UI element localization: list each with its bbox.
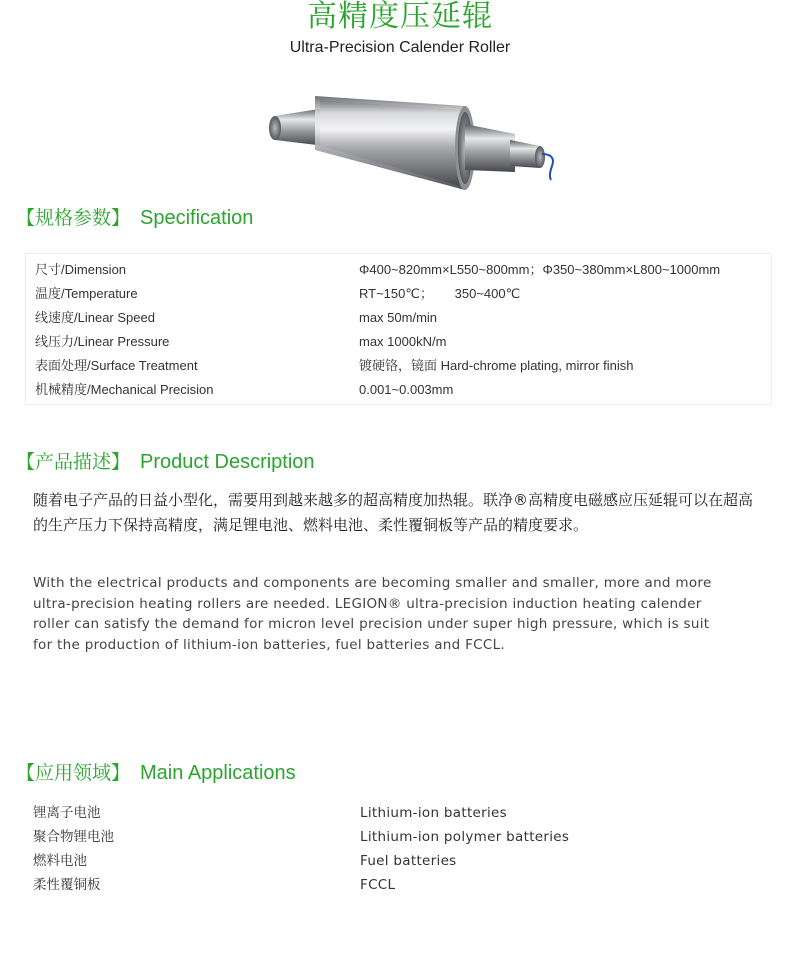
- application-cn: 锂离子电池: [33, 805, 101, 821]
- spec-row-dimension: [35, 258, 765, 282]
- spec-key: 线速度/Linear Speed: [35, 310, 155, 325]
- applications-heading-cn: 【应用领域】: [16, 762, 131, 784]
- specification-heading-cn: 【规格参数】: [16, 207, 131, 229]
- spec-value: max 1000kN/m: [359, 334, 447, 349]
- spec-value: 镀硬铬，镜面 Hard-chrome plating, mirror finish: [359, 358, 634, 373]
- application-row: [33, 801, 753, 825]
- spec-row-linear-speed: [35, 306, 765, 330]
- spec-key: 尺寸/Dimension: [35, 262, 127, 277]
- spec-key: 表面处理/Surface Treatment: [35, 358, 198, 373]
- spec-key: 线压力/Linear Pressure: [35, 334, 170, 349]
- application-cn: 燃料电池: [33, 853, 87, 869]
- description-heading-cn: 【产品描述】: [16, 451, 131, 473]
- spec-key: 机械精度/Mechanical Precision: [35, 382, 214, 397]
- page-title-en: Ultra-Precision Calender Roller: [289, 39, 511, 56]
- description-heading: [16, 450, 315, 474]
- spec-value: Φ400~820mm×L550~800mm；Φ350~380mm×L800~1000mm: [359, 262, 721, 277]
- spec-row-mechanical-precision: [35, 378, 765, 402]
- description-text-cn: 随着电子产品的日益小型化，需要用到越来越多的超高精度加热辊。联净®高精度电磁感应压延辊可以在超高的生产压力下保持高精度，满足锂电池、燃料电池、柔性覆铜板等产品的精度要求。: [33, 491, 754, 534]
- spec-value: RT~150℃； 350~400℃: [359, 286, 521, 301]
- spec-row-temperature: [35, 282, 765, 306]
- application-cn: 柔性覆铜板: [33, 877, 101, 893]
- application-en: Lithium-ion batteries: [360, 805, 507, 821]
- calender-roller-image: [265, 88, 565, 198]
- spec-row-surface-treatment: [35, 354, 765, 378]
- application-cn: 聚合物锂电池: [33, 829, 114, 845]
- application-en: FCCL: [360, 877, 396, 893]
- application-row: [33, 873, 753, 897]
- applications-heading: [16, 761, 296, 785]
- spec-value: max 50m/min: [359, 310, 438, 325]
- description-heading-en: Product Description: [140, 451, 315, 473]
- specification-heading-en: Specification: [140, 207, 254, 229]
- specification-heading: [16, 206, 253, 230]
- page-title-cn: 高精度压延辊: [307, 0, 493, 34]
- spec-key: 温度/Temperature: [35, 286, 138, 301]
- applications-heading-en: Main Applications: [140, 762, 296, 784]
- application-row: [33, 849, 753, 873]
- application-en: Lithium-ion polymer batteries: [360, 829, 570, 845]
- description-text-en: With the electrical products and components are becoming smaller and smaller, more and more ultra-precision heating rollers are needed. LEGION® ultra-precision induction heating calender roller can satisfy the demand for micron level precision under super high pressure, which is suit for the production of lithium-ion batteries, fuel batteries and FCCL.: [33, 575, 712, 653]
- specification-table: [25, 253, 772, 405]
- spec-value: 0.001~0.003mm: [359, 382, 454, 397]
- application-row: [33, 825, 753, 849]
- spec-row-linear-pressure: [35, 330, 765, 354]
- application-en: Fuel batteries: [360, 853, 457, 869]
